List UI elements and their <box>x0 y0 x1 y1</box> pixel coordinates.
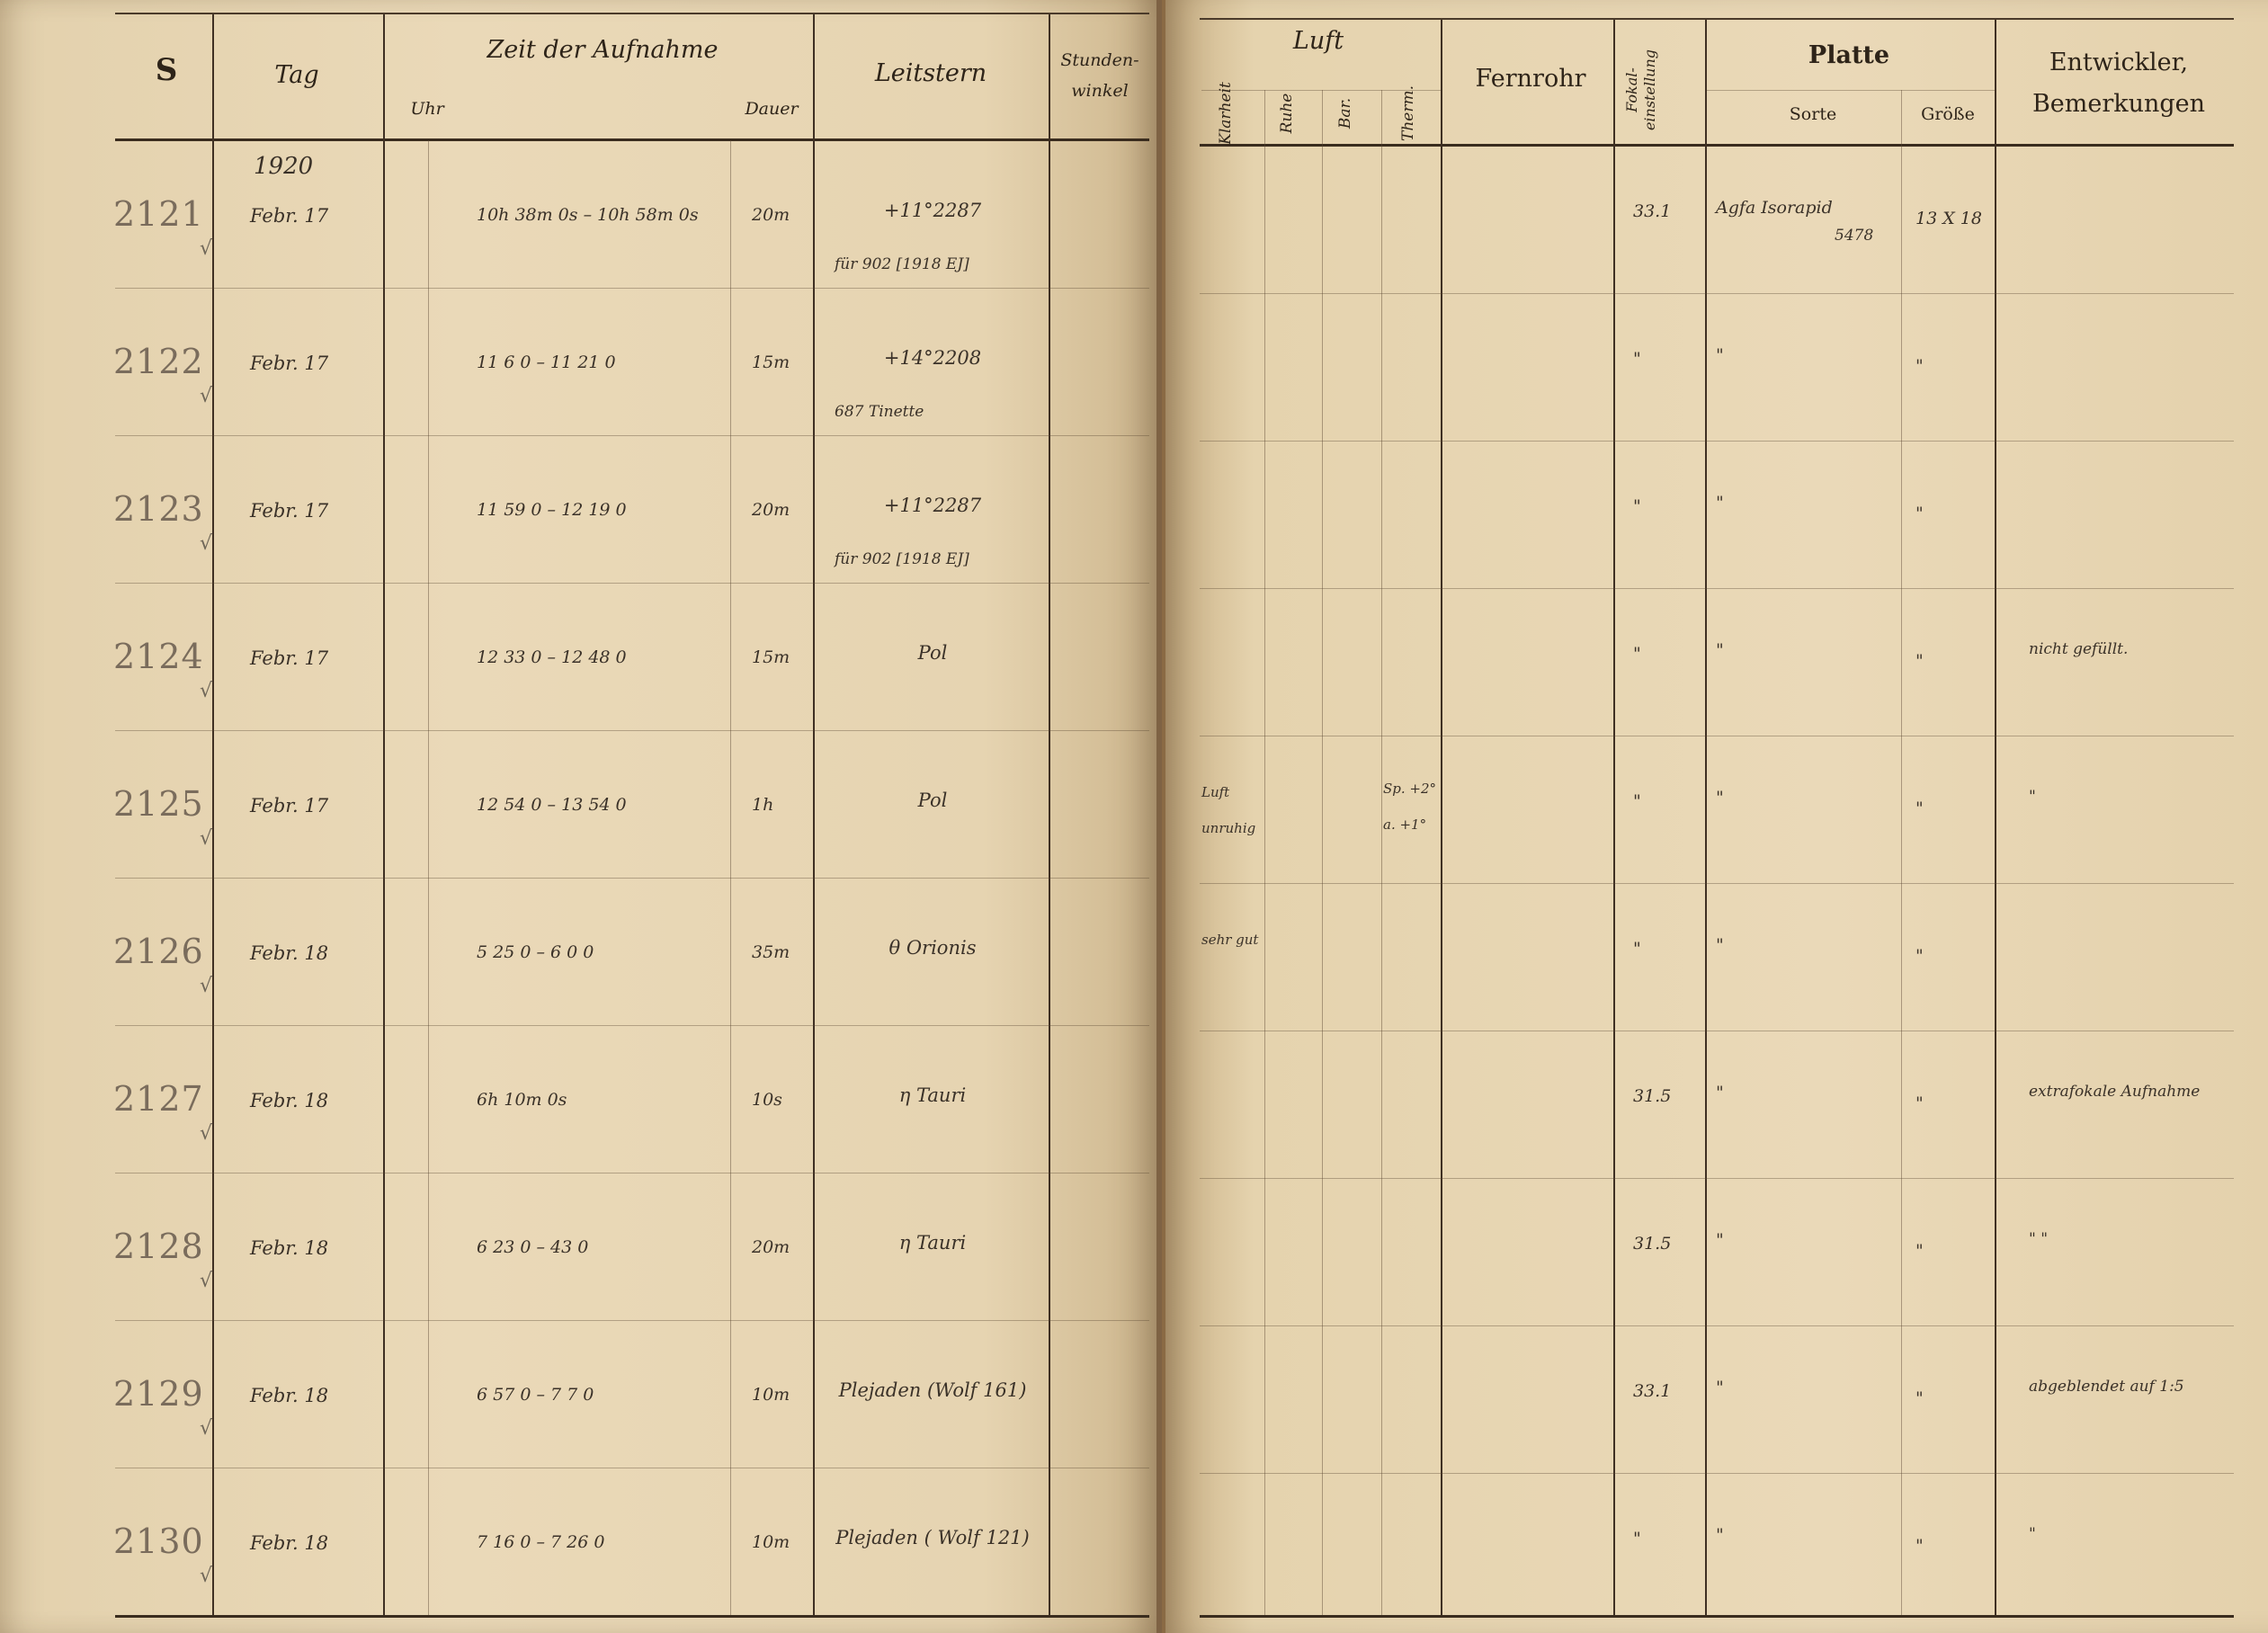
row-date: Febr. 17 <box>250 647 329 669</box>
row-time: 12 33 0 – 12 48 0 <box>477 647 627 667</box>
header-fokal: Fokal- einstellung <box>1623 49 1658 131</box>
row-focus: 33.1 <box>1633 201 1672 221</box>
row-duration: 15m <box>752 352 790 372</box>
row-time: 5 25 0 – 6 0 0 <box>477 942 594 962</box>
row-air-clarity: sehr gut <box>1201 932 1259 948</box>
check-mark: √ <box>200 680 213 702</box>
row-divider <box>1200 1325 2234 1326</box>
row-number: 2128 <box>113 1227 204 1266</box>
row-guide-star: Pol <box>917 642 948 664</box>
row-guide-star: Plejaden ( Wolf 121) <box>835 1527 1030 1548</box>
row-duration: 10s <box>752 1090 782 1110</box>
row-plate-size: 13 X 18 <box>1915 209 1982 228</box>
header-winkel: winkel <box>1071 81 1129 101</box>
row-plate-type: " <box>1716 1378 1724 1397</box>
check-mark: √ <box>200 237 213 260</box>
row-date: Febr. 17 <box>250 795 329 816</box>
row-time: 11 6 0 – 11 21 0 <box>477 352 616 372</box>
row-divider <box>1200 1178 2234 1179</box>
row-air-clarity-2: unruhig <box>1201 820 1256 836</box>
row-divider <box>115 435 1149 436</box>
header-sorte: Sorte <box>1789 104 1837 124</box>
row-plate-size: " <box>1915 946 1924 966</box>
row-plate-type: " <box>1716 1525 1724 1545</box>
row-number: 2125 <box>113 784 204 824</box>
row-divider <box>115 1320 1149 1321</box>
header-ruhe: Ruhe <box>1278 93 1296 134</box>
row-plate-type: " <box>1716 935 1724 955</box>
row-date: Febr. 18 <box>250 1237 329 1259</box>
row-remark: abgeblendet auf 1:5 <box>2029 1378 2184 1396</box>
row-thermometer-2: a. +1° <box>1383 816 1427 833</box>
row-guide-star: Pol <box>917 790 948 811</box>
row-focus: 31.5 <box>1633 1234 1672 1254</box>
row-duration: 15m <box>752 647 790 667</box>
row-air-clarity: Luft <box>1201 784 1230 800</box>
row-focus: " <box>1633 939 1641 959</box>
header-luft: Luft <box>1292 27 1344 55</box>
row-plate-type: " <box>1716 493 1724 513</box>
bottom-rule <box>115 1615 1149 1618</box>
header-s: S <box>155 52 178 88</box>
row-guide-star: Plejaden (Wolf 161) <box>838 1379 1027 1401</box>
row-plate-size: " <box>1915 1388 1924 1408</box>
row-number: 2122 <box>113 342 204 381</box>
row-guide-star: +11°2287 <box>883 200 982 221</box>
header-platte: Platte <box>1808 41 1890 69</box>
row-plate-type: Agfa Isorapid <box>1716 198 1833 218</box>
check-mark: √ <box>200 385 213 407</box>
check-mark: √ <box>200 1417 213 1440</box>
row-divider <box>1200 293 2234 294</box>
row-time: 11 59 0 – 12 19 0 <box>477 500 627 520</box>
row-guide-star-note: für 902 [1918 EJ] <box>835 550 969 568</box>
header-stunden: Stunden- <box>1060 50 1139 70</box>
row-divider <box>1200 441 2234 442</box>
header-rule <box>115 138 1149 141</box>
row-plate-size: " <box>1915 1241 1924 1261</box>
row-plate-type: " <box>1716 1230 1724 1250</box>
row-focus: " <box>1633 644 1641 664</box>
row-duration: 35m <box>752 942 790 962</box>
row-duration: 10m <box>752 1532 790 1552</box>
check-mark: √ <box>200 1122 213 1145</box>
row-focus: " <box>1633 791 1641 811</box>
row-focus: 31.5 <box>1633 1086 1672 1106</box>
row-thermometer: Sp. +2° <box>1383 781 1437 797</box>
row-time: 12 54 0 – 13 54 0 <box>477 795 627 815</box>
row-remark: " <box>2029 1525 2036 1543</box>
row-remark: " " <box>2029 1230 2049 1248</box>
header-tag: Tag <box>274 61 319 89</box>
row-guide-star: +14°2208 <box>883 347 982 369</box>
row-date: Febr. 17 <box>250 205 329 227</box>
row-time: 7 16 0 – 7 26 0 <box>477 1532 605 1552</box>
header-entwickler: Entwickler, <box>2049 49 2189 76</box>
row-focus: " <box>1633 496 1641 516</box>
row-duration: 20m <box>752 500 790 520</box>
row-plate-size: " <box>1915 1536 1924 1556</box>
row-remark: " <box>2029 788 2036 806</box>
row-duration: 20m <box>752 1237 790 1257</box>
row-divider <box>1200 883 2234 884</box>
row-duration: 10m <box>752 1385 790 1405</box>
row-plate-size: " <box>1915 799 1924 818</box>
right-page <box>1165 0 2268 1633</box>
row-focus: " <box>1633 1529 1641 1548</box>
row-divider <box>115 1025 1149 1026</box>
row-date: Febr. 17 <box>250 352 329 374</box>
row-date: Febr. 18 <box>250 1532 329 1554</box>
row-duration: 20m <box>752 205 790 225</box>
row-plate-size: " <box>1915 504 1924 523</box>
row-date: Febr. 18 <box>250 1385 329 1406</box>
row-guide-star-note: für 902 [1918 EJ] <box>835 255 969 273</box>
row-remark: extrafokale Aufnahme <box>2029 1083 2201 1101</box>
row-number: 2127 <box>113 1079 204 1119</box>
check-mark: √ <box>200 532 213 555</box>
row-date: Febr. 17 <box>250 500 329 522</box>
row-divider <box>115 878 1149 879</box>
row-plate-type-2: 5478 <box>1835 227 1874 245</box>
check-mark: √ <box>200 1270 213 1292</box>
header-fernrohr: Fernrohr <box>1475 65 1586 93</box>
row-plate-size: " <box>1915 651 1924 671</box>
row-divider <box>1200 588 2234 589</box>
row-time: 6 23 0 – 43 0 <box>477 1237 589 1257</box>
year-note: 1920 <box>254 153 314 180</box>
row-plate-size: " <box>1915 1093 1924 1113</box>
row-number: 2130 <box>113 1521 204 1561</box>
header-bar: Bar. <box>1336 97 1354 129</box>
row-plate-size: " <box>1915 356 1924 376</box>
row-plate-type: " <box>1716 788 1724 808</box>
header-leitstern: Leitstern <box>874 59 987 87</box>
row-date: Febr. 18 <box>250 1090 329 1111</box>
check-mark: √ <box>200 975 213 997</box>
row-plate-type: " <box>1716 640 1724 660</box>
row-duration: 1h <box>752 795 774 815</box>
row-guide-star: η Tauri <box>898 1232 967 1254</box>
row-guide-star: η Tauri <box>898 1084 967 1106</box>
header-therm: Therm. <box>1399 85 1417 141</box>
row-focus: 33.1 <box>1633 1381 1672 1401</box>
row-divider <box>1200 1473 2234 1474</box>
header-uhr: Uhr <box>410 99 444 119</box>
header-zeit: Zeit der Aufnahme <box>487 36 719 64</box>
row-number: 2126 <box>113 932 204 971</box>
row-guide-star: +11°2287 <box>883 495 982 516</box>
row-number: 2123 <box>113 489 204 529</box>
row-plate-type: " <box>1716 345 1724 365</box>
header-bemerkungen: Bemerkungen <box>2031 90 2206 118</box>
header-klarheit: Klarheit <box>1217 82 1235 145</box>
row-number: 2129 <box>113 1374 204 1414</box>
top-rule <box>115 13 1149 14</box>
row-number: 2124 <box>113 637 204 676</box>
row-guide-star: θ Orionis <box>888 937 977 959</box>
row-divider <box>115 288 1149 289</box>
row-date: Febr. 18 <box>250 942 329 964</box>
row-guide-star-note: 687 Tinette <box>835 403 924 421</box>
row-remark: nicht gefüllt. <box>2029 640 2129 658</box>
row-plate-type: " <box>1716 1083 1724 1102</box>
header-groesse: Größe <box>1921 104 1975 124</box>
check-mark: √ <box>200 1565 213 1587</box>
row-focus: " <box>1633 349 1641 369</box>
row-time: 6h 10m 0s <box>477 1090 567 1110</box>
row-number: 2121 <box>113 194 204 234</box>
row-time: 6 57 0 – 7 7 0 <box>477 1385 594 1405</box>
row-time: 10h 38m 0s – 10h 58m 0s <box>477 205 699 225</box>
header-dauer: Dauer <box>745 99 799 119</box>
row-divider <box>115 583 1149 584</box>
check-mark: √ <box>200 827 213 850</box>
row-divider <box>115 730 1149 731</box>
